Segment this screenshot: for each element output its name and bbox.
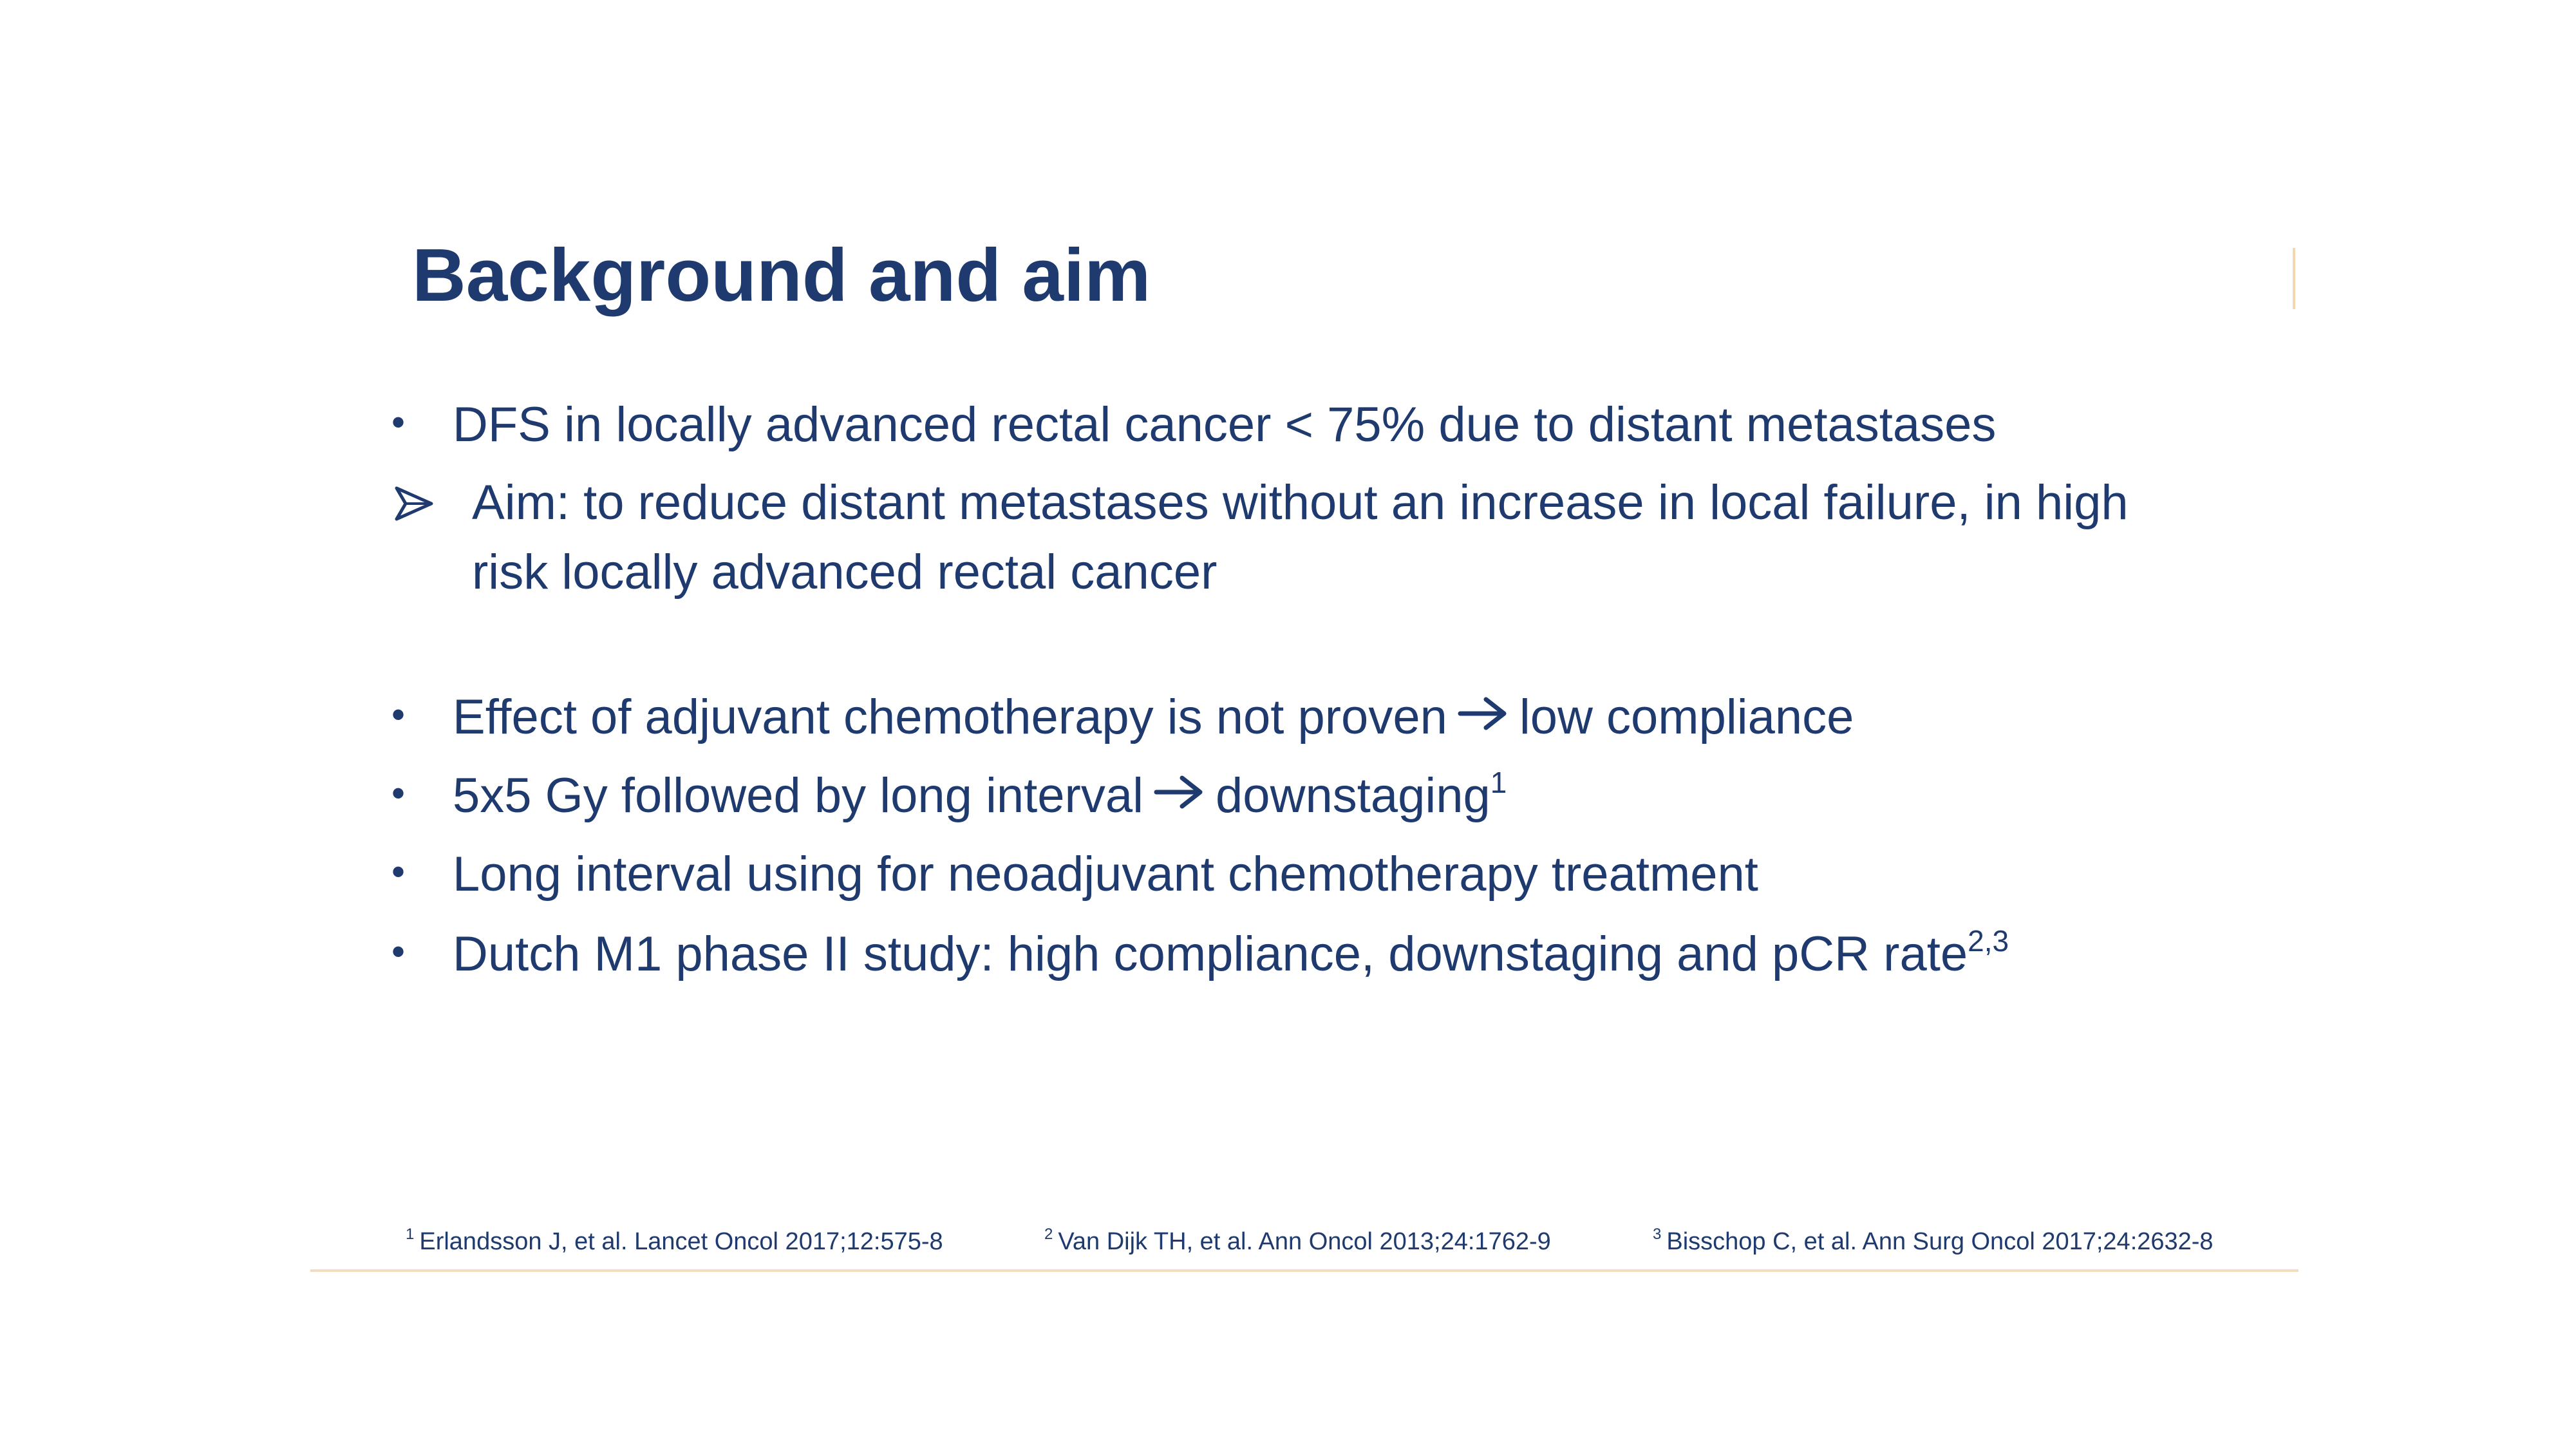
right-arrow-icon xyxy=(1456,692,1510,741)
reference-number: 1 xyxy=(406,1226,415,1243)
reference-superscript: 2,3 xyxy=(1968,924,2009,958)
footer-divider xyxy=(310,1269,2299,1272)
bullet-dot-icon: • xyxy=(391,401,406,444)
bullet-text-adjuvant xyxy=(453,690,1854,745)
aim-text-line-2: risk locally advanced rectal cancer xyxy=(472,545,1217,600)
aim-text-line-1: Aim: to reduce distant metastases without an increase in local failure, in high xyxy=(472,475,2129,530)
bullet-text-dfs: DFS in locally advanced rectal cancer < 75% due to distant metastases xyxy=(453,397,1997,452)
reference-2 xyxy=(1044,1228,1551,1256)
dutch-m1-text: Dutch M1 phase II study: high compliance, downstaging and pCR rate xyxy=(453,927,1968,981)
right-edge-marker xyxy=(2293,248,2295,309)
reference-text: Erlandsson J, et al. Lancet Oncol 2017;12:575-8 xyxy=(419,1228,943,1255)
reference-superscript: 1 xyxy=(1490,766,1507,799)
slide-title: Background and aim xyxy=(412,233,1151,317)
reference-1 xyxy=(406,1228,943,1256)
adjuvant-text-before: Effect of adjuvant chemotherapy is not proven xyxy=(453,690,1447,744)
reference-text: Bisschop C, et al. Ann Surg Oncol 2017;24:2632-8 xyxy=(1666,1228,2214,1255)
bullet-dot-icon: • xyxy=(391,850,406,893)
arrowhead-bullet-icon xyxy=(394,483,435,524)
bullet-dot-icon: • xyxy=(391,693,406,736)
reference-text: Van Dijk TH, et al. Ann Oncol 2013;24:1762-9 xyxy=(1058,1228,1551,1255)
reference-number: 2 xyxy=(1044,1226,1053,1243)
bullet-dot-icon: • xyxy=(391,930,406,973)
adjuvant-text-after: low compliance xyxy=(1519,690,1854,744)
bullet-text-dutch-m1 xyxy=(453,924,2009,981)
bullet-text-5x5 xyxy=(453,766,1507,824)
right-arrow-icon xyxy=(1152,771,1207,820)
bullet-text-long-interval: Long interval using for neoadjuvant chemotherapy treatment xyxy=(453,847,1758,902)
reference-number: 3 xyxy=(1653,1226,1662,1243)
reference-3 xyxy=(1653,1228,2214,1256)
5x5-text-after: downstaging xyxy=(1216,768,1490,823)
bullet-dot-icon: • xyxy=(391,772,406,815)
5x5-text-before: 5x5 Gy followed by long interval xyxy=(453,768,1144,823)
